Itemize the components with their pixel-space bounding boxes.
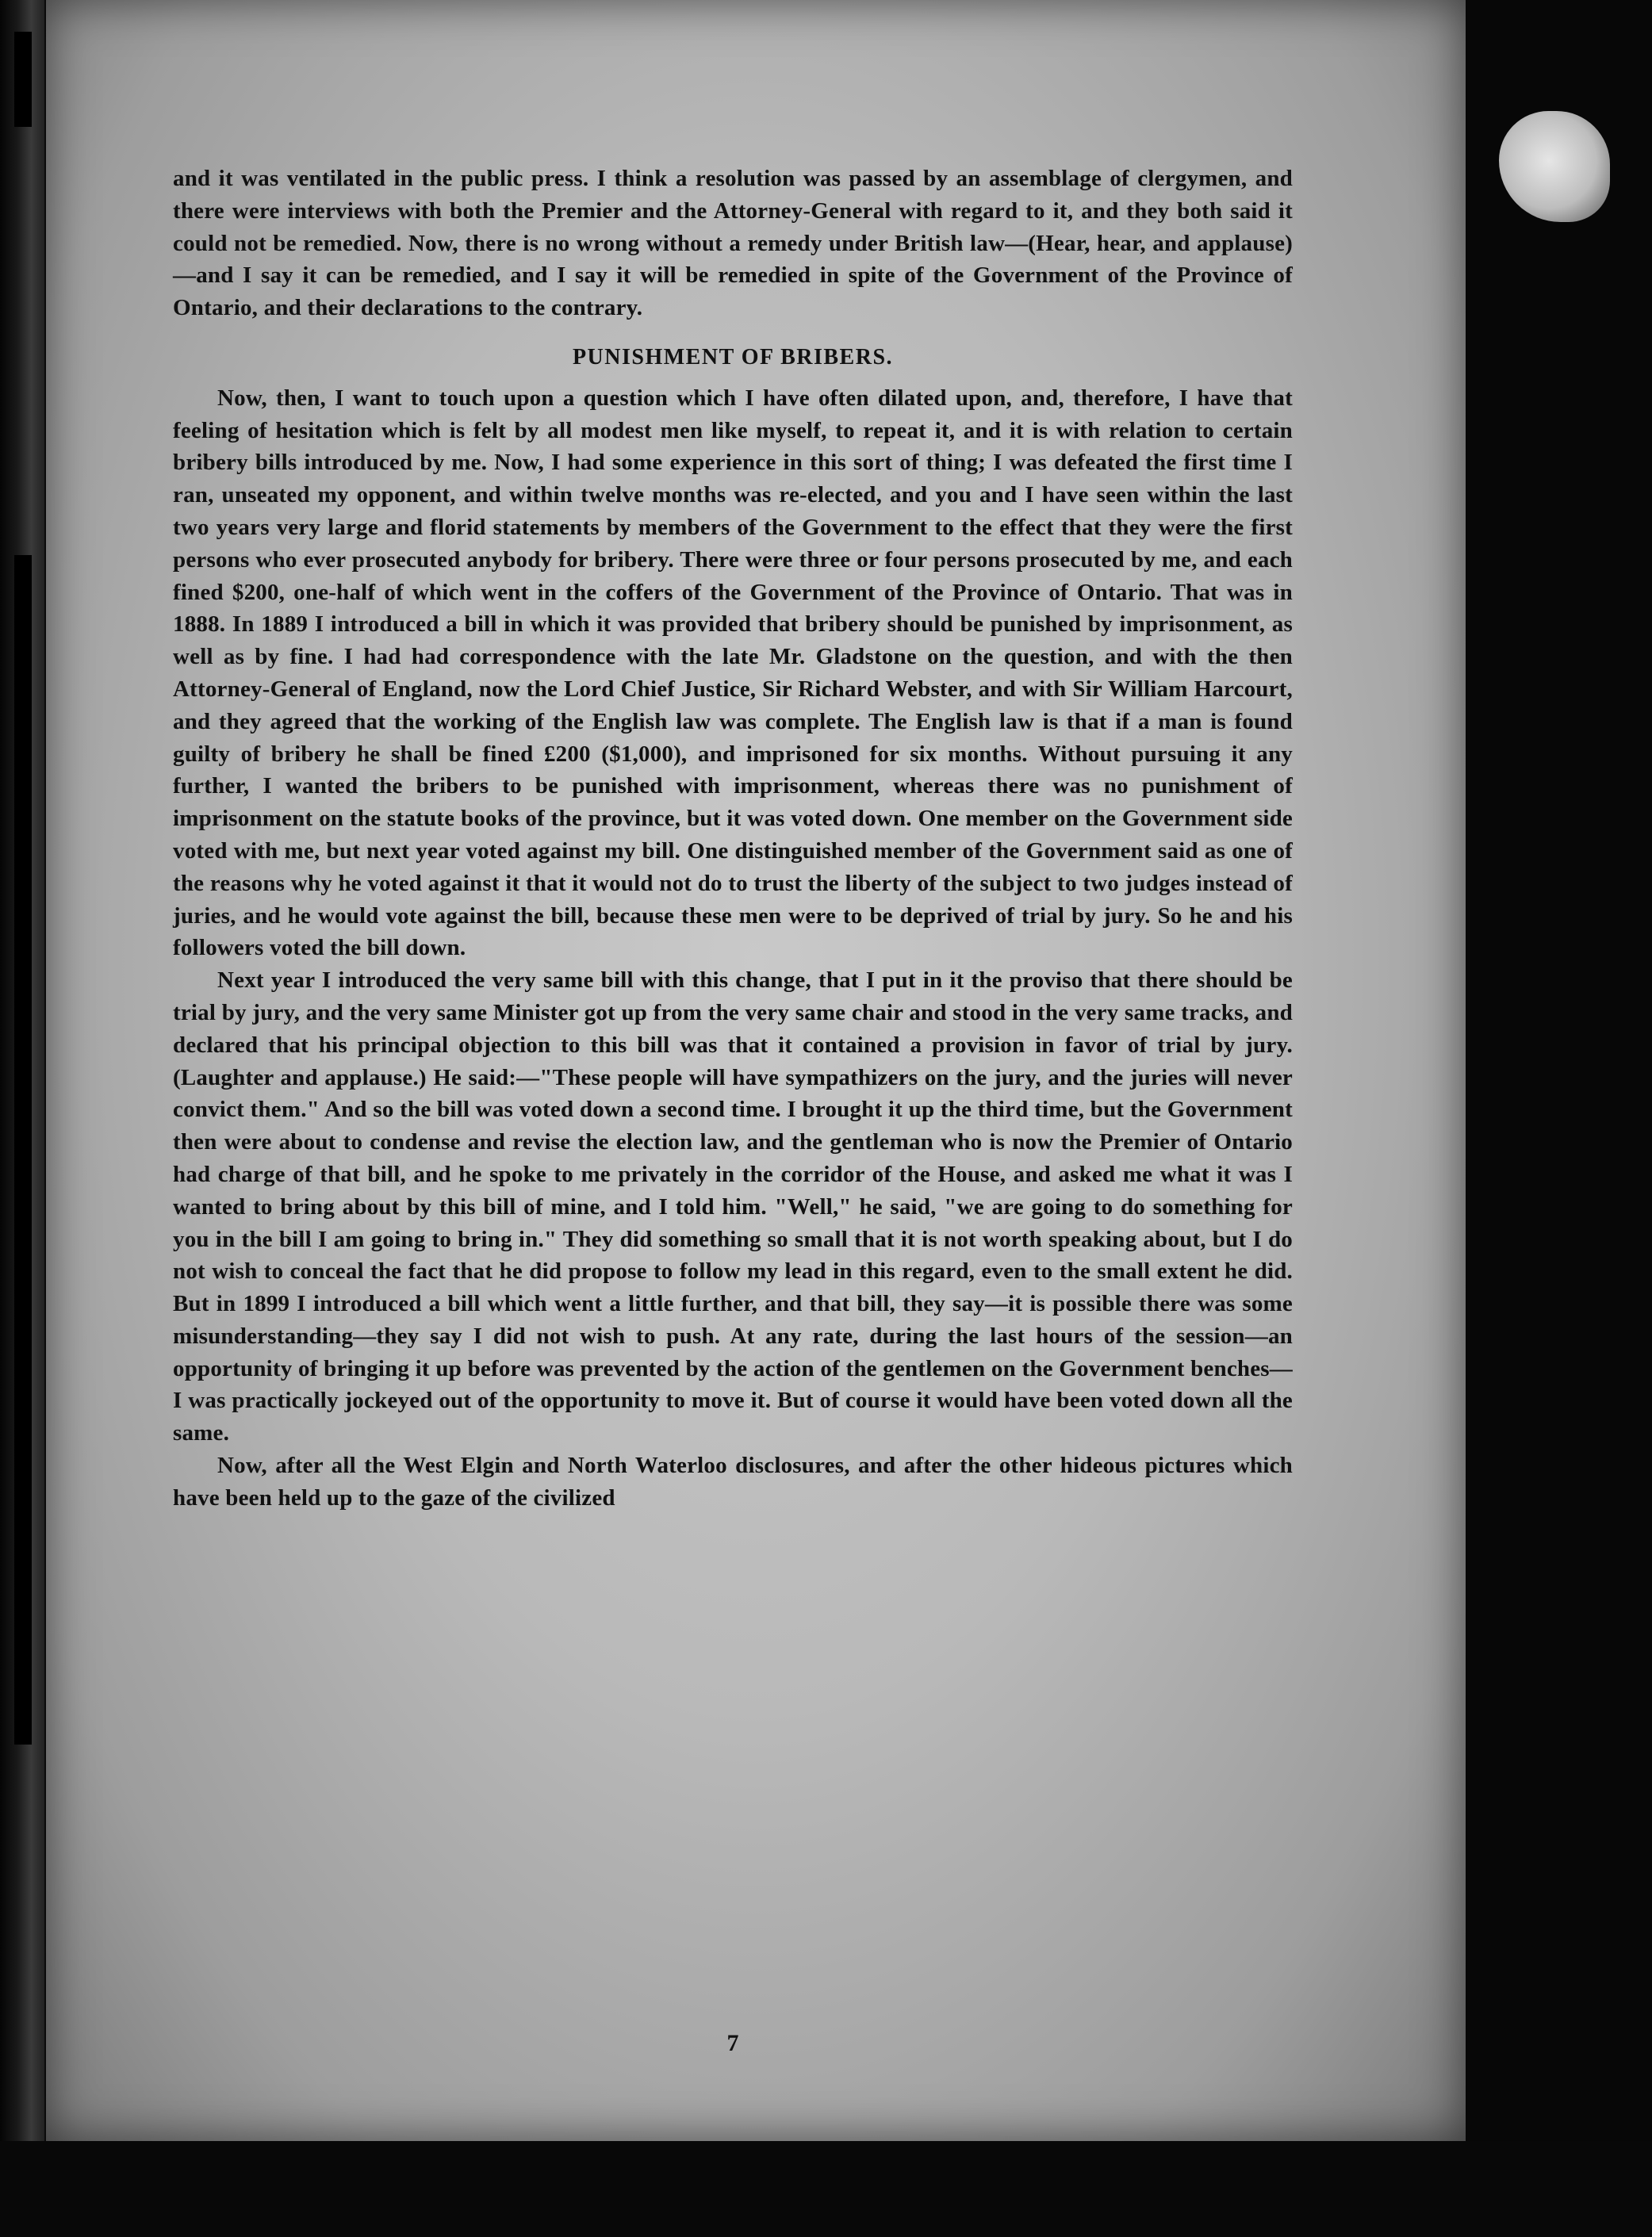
paragraph: Now, then, I want to touch upon a question which I have often dilated upon, and, therefore, I have that feeling of hesitation which is felt by all modest men like myself, to repeat it, and it is with relation to certain bribery bills introduced by me. Now, I had some experience in this sort of thing; I was defeated the first time I ran, unseated my opponent, and within twelve months was re-elected, and you and I have seen within the last two years very large and florid statements by members of the Government to the effect that they were the first persons who ever prosecuted anybody for bribery. There were three or four persons prosecuted by me, and each fined $200, one-half of which went in the coffers of the Government of the Province of Ontario. That was in 1888. In 1889 I introduced a bill in which it was provided that bribery should be punished by imprisonment, as well as by fine. I had had correspondence with the late Mr. Gladstone on the question, and with the then Attorney-General of England, now the Lord Chief Justice, Sir Richard Webster, and with Sir William Harcourt, and they agreed that the working of the English law was complete. The English law is that if a man is found guilty of bribery he shall be fined £200 ($1,000), and imprisoned for six months. Without pursuing it any further, I wanted the bribers to be punished with imprisonment, whereas there was no punishment of imprisonment on the statute books of the province, but it was voted down. One member on the Government side voted with me, but next year voted against my bill. One distinguished member of the Government said as one of the reasons why he voted against it that it would not do to trust the liberty of the subject to two judges instead of juries, and he would vote against the bill, because these men were to be deprived of trial by jury. So he and his followers voted the bill down. (173, 385, 1293, 961)
scan-background-right (1466, 0, 1652, 2237)
page-body (173, 163, 1293, 1515)
page-number: 7 (726, 2030, 739, 2056)
paragraph: Next year I introduced the very same bill with this change, that I put in it the proviso that there should be trial by jury, and the very same Minister got up from the very same chair and stood in the very same tracks, and declared that his principal objection to this bill was that it contained a provision in favor of trial by jury. (Laughter and applause.) He said:—"These people will have sympathizers on the jury, and the juries will never convict them." And so the bill was voted down a second time. I brought it up the third time, but the Government then were about to condense and revise the election law, and the gentleman who is now the Premier of Ontario had charge of that bill, and he spoke to me privately in the corridor of the House, and asked me what it was I wanted to bring about by this bill of mine, and I told him. "Well," he said, "we are going to do something for you in the bill I am going to bring in." They did something so small that it is not worth speaking about, but I do not wish to conceal the fact that he did propose to follow my lead in this regard, even to the small extent he did. But in 1899 I introduced a bill which went a little further, and that bill, they say—it is possible there was some misunderstanding—they say I did not wish to push. At any rate, during the last hours of the session—an opportunity of bringing it up before was prevented by the action of the gentlemen on the Government benches—I was practically jockeyed out of the opportunity to move it. But of course it would have been voted down all the same. (173, 967, 1293, 1446)
scan-background-bottom (0, 2141, 1652, 2237)
opening-paragraph: and it was ventilated in the public press. I think a resolution was passed by an assemblage of clergymen, and there were interviews with both the Premier and the Attorney-General with regard to it, and they both said it could not be remedied. Now, there is no wrong without a remedy under British law—(Hear, hear, and applause)—and I say it can be remedied, and I say it will be remedied in spite of the Government of the Province of Ontario, and their declarations to the contrary. (173, 166, 1293, 321)
paragraph: Now, after all the West Elgin and North Waterloo disclosures, and after the other hideous pictures which have been held up to the gaze of the civilized (173, 1453, 1293, 1511)
binding-mark (14, 32, 32, 127)
binding-mark (14, 555, 32, 1745)
binding-edge (0, 0, 44, 2237)
section-heading: PUNISHMENT OF BRIBERS. (572, 344, 894, 370)
